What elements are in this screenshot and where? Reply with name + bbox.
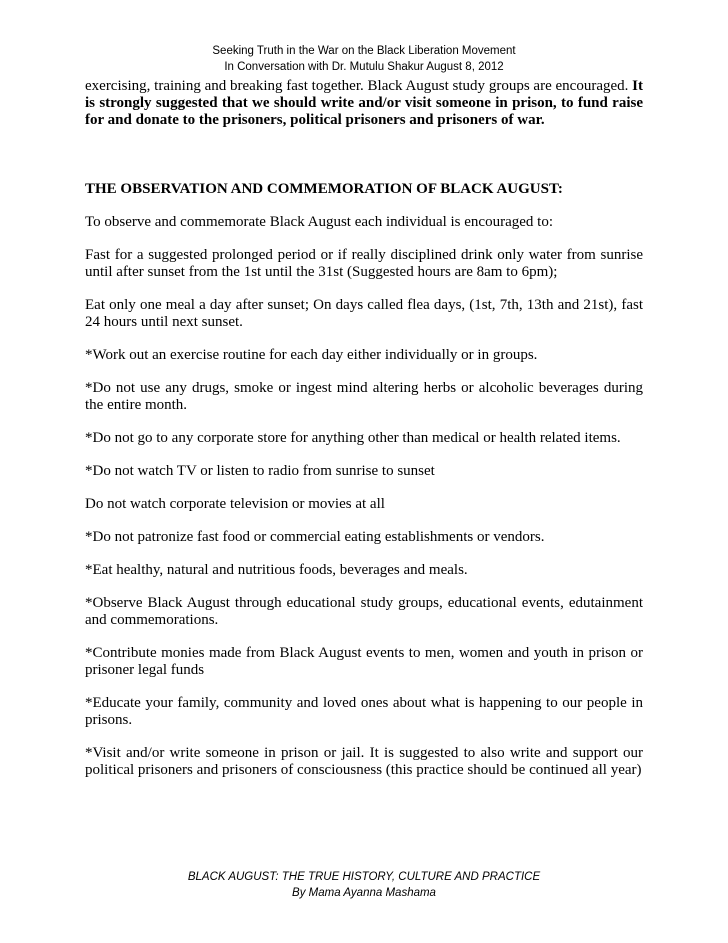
paragraph: *Visit and/or write someone in prison or jail. It is suggested to also write and support our political prisoners and prisoners of consciousness (this practice should be continued all year) xyxy=(85,745,643,778)
paragraph: *Eat healthy, natural and nutritious foods, beverages and meals. xyxy=(85,562,468,578)
page-footer xyxy=(0,869,728,901)
section-heading: THE OBSERVATION AND COMMEMORATION OF BLACK AUGUST: xyxy=(85,181,563,197)
footer-author: By Mama Ayanna Mashama xyxy=(292,887,436,899)
paragraph: *Do not use any drugs, smoke or ingest mind altering herbs or alcoholic beverages during the entire month. xyxy=(85,380,643,413)
paragraph: To observe and commemorate Black August each individual is encouraged to: xyxy=(85,214,553,230)
paragraph: *Do not patronize fast food or commercial eating establishments or vendors. xyxy=(85,529,545,545)
header-title: Seeking Truth in the War on the Black Liberation Movement xyxy=(212,45,516,57)
document-body xyxy=(85,78,643,779)
paragraph: *Do not go to any corporate store for anything other than medical or health related items. xyxy=(85,430,621,446)
paragraph: Do not watch corporate television or movies at all xyxy=(85,496,385,512)
footer-title: BLACK AUGUST: THE TRUE HISTORY, CULTURE AND PRACTICE xyxy=(187,871,541,883)
paragraph: Fast for a suggested prolonged period or if really disciplined drink only water from sunrise until after sunset from the 1st until the 31st (Suggested hours are 8am to 6pm); xyxy=(85,247,643,280)
intro-bold-text: It is strongly suggested that we should write and/or visit someone in prison, to fund raise for and donate to the prisoners, political prisoners and prisoners of war. xyxy=(85,78,643,128)
paragraph: *Do not watch TV or listen to radio from sunrise to sunset xyxy=(85,463,435,479)
paragraph: *Educate your family, community and loved ones about what is happening to our people in prisons. xyxy=(85,695,643,728)
paragraph: *Work out an exercise routine for each day either individually or in groups. xyxy=(85,347,538,363)
paragraph: Eat only one meal a day after sunset; On days called flea days, (1st, 7th, 13th and 21st), fast 24 hours until next sunset. xyxy=(85,297,643,330)
intro-text: exercising, training and breaking fast together. Black August study groups are encouraged. xyxy=(85,78,633,94)
paragraph: *Observe Black August through educational study groups, educational events, edutainment and commemorations. xyxy=(85,595,643,628)
header-subtitle: In Conversation with Dr. Mutulu Shakur August 8, 2012 xyxy=(224,61,504,73)
page-header xyxy=(0,43,728,75)
intro-paragraph xyxy=(85,78,643,129)
paragraph: *Contribute monies made from Black August events to men, women and youth in prison or prisoner legal funds xyxy=(85,645,643,678)
